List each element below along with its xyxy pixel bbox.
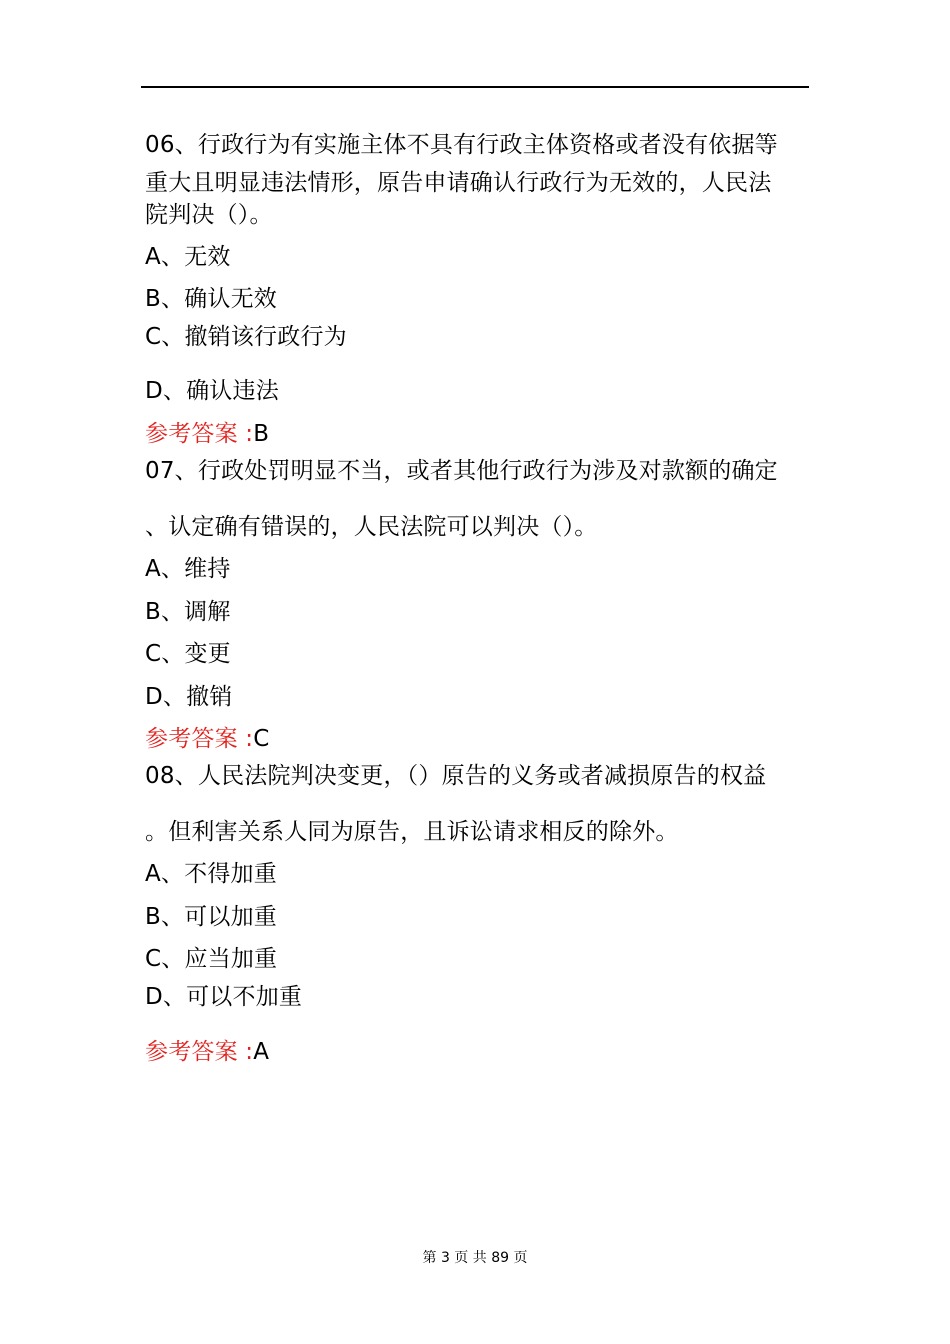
- question-08-option-b: B、可以加重: [145, 904, 277, 930]
- question-08-option-d: D、可以不加重: [145, 984, 303, 1010]
- question-07-line-2: 、认定确有错误的，人民法院可以判决（）。: [145, 514, 598, 540]
- question-07-line-1: 07、行政处罚明显不当，或者其他行政行为涉及对款额的确定: [145, 458, 778, 484]
- question-06-option-c: C、撤销该行政行为: [145, 324, 347, 350]
- question-06-line-2: 重大且明显违法情形，原告申请确认行政行为无效的，人民法: [145, 170, 772, 196]
- question-06-option-b: B、确认无效: [145, 286, 277, 312]
- question-06-line-3: 院判决（）。: [145, 202, 273, 228]
- answer-label: 参考答案 :: [145, 726, 254, 752]
- question-08-line-2: 。但利害关系人同为原告，且诉讼请求相反的除外。: [145, 819, 679, 845]
- question-07-option-c: C、变更: [145, 641, 231, 667]
- question-07-option-d: D、撤销: [145, 684, 233, 710]
- answer-value: C: [253, 726, 270, 752]
- answer-value: A: [253, 1039, 270, 1065]
- answer-value: B: [253, 421, 270, 447]
- question-08-option-c: C、应当加重: [145, 946, 278, 972]
- question-07-option-b: B、调解: [145, 599, 231, 625]
- question-08-answer: [145, 1037, 269, 1067]
- question-07-option-a: A、维持: [145, 556, 231, 582]
- header-rule: [141, 86, 809, 88]
- question-08-option-a: A、不得加重: [145, 861, 277, 887]
- page-footer: 第 3 页 共 89 页: [422, 1250, 528, 1266]
- question-08-line-1: 08、人民法院判决变更，（）原告的义务或者减损原告的权益: [145, 763, 767, 789]
- question-07-answer: [145, 724, 270, 754]
- question-06-line-1: 06、行政行为有实施主体不具有行政主体资格或者没有依据等: [145, 132, 778, 158]
- question-06-option-d: D、确认违法: [145, 378, 279, 404]
- answer-label: 参考答案 :: [145, 421, 254, 447]
- question-06-answer: [145, 419, 269, 449]
- answer-label: 参考答案 :: [145, 1039, 254, 1065]
- question-06-option-a: A、无效: [145, 244, 231, 270]
